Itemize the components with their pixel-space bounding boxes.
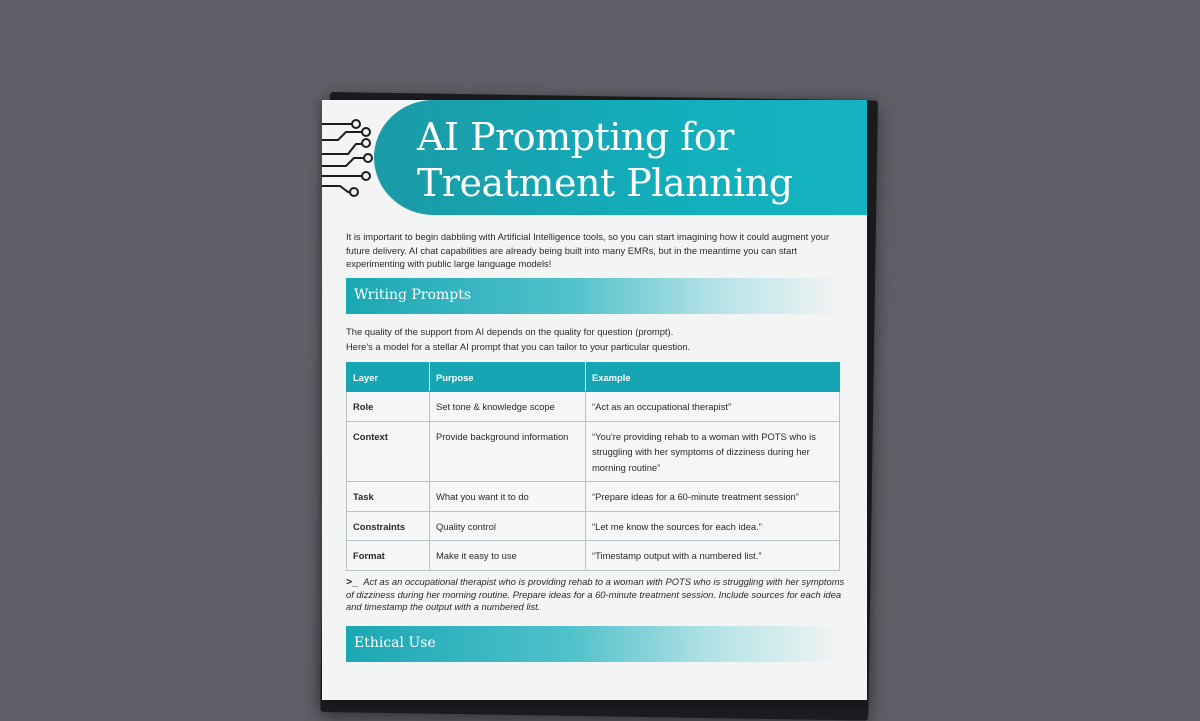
example-cell: “Let me know the sources for each idea.” [586, 511, 840, 541]
example-cell: “Prepare ideas for a 60-minute treatment session” [586, 482, 840, 512]
purpose-cell: What you want it to do [430, 482, 586, 512]
table-row [347, 511, 840, 541]
prompt-layers-table [346, 362, 840, 571]
section-writing-prompts [346, 278, 841, 314]
quality-line: Here's a model for a stellar AI prompt that you can tailor to your particular question. [346, 340, 691, 352]
title-banner [322, 100, 867, 215]
section-title: Writing Prompts [354, 287, 472, 303]
purpose-cell: Make it easy to use [430, 541, 586, 571]
example-cell: “Act as an occupational therapist” [586, 392, 840, 422]
layer-cell: Constraints [347, 511, 430, 541]
section-ethical-use [346, 626, 841, 662]
layer-cell: Role [347, 392, 430, 422]
intro-paragraph: It is important to begin dabbling with Artificial Intelligence tools, so you can start imagining how it could augment your future delivery. AI chat capabilities are already being built into many EMRs, but in the meantime you can start experimenting with public large language models! [346, 231, 830, 269]
example-prompt [346, 576, 846, 614]
example-prompt-text: Act as an occupational therapist who is providing rehab to a woman with POTS who is struggling with her symptoms of dizziness during her morning routine. Prepare ideas for a 60-minute treatment session. Include sources for each idea and timestamp the output with a numbered list. [346, 576, 845, 612]
table-header-row [347, 363, 840, 392]
quality-text [346, 325, 846, 354]
purpose-cell: Quality control [430, 511, 586, 541]
table-row [347, 482, 840, 512]
table-row [347, 421, 840, 482]
quality-line: The quality of the support from AI depends on the quality for question (prompt). [346, 326, 674, 337]
purpose-cell: Provide background information [430, 421, 586, 482]
terminal-prompt-icon: >_ [346, 576, 358, 588]
layer-cell: Context [347, 421, 430, 482]
table-row [347, 541, 840, 571]
example-cell: “Timestamp output with a numbered list.” [586, 541, 840, 571]
document-page [322, 100, 867, 700]
layer-cell: Task [347, 482, 430, 512]
table-row [347, 392, 840, 422]
example-cell: “You're providing rehab to a woman with POTS who is struggling with her symptoms of dizziness during her morning routine” [586, 421, 840, 482]
document-title: AI Prompting for Treatment Planning [417, 115, 793, 205]
circuit-icon [322, 114, 382, 200]
column-header: Purpose [430, 363, 586, 392]
layer-cell: Format [347, 541, 430, 571]
column-header: Layer [347, 363, 430, 392]
section-title: Ethical Use [354, 635, 436, 651]
column-header: Example [586, 363, 840, 392]
purpose-cell: Set tone & knowledge scope [430, 392, 586, 422]
